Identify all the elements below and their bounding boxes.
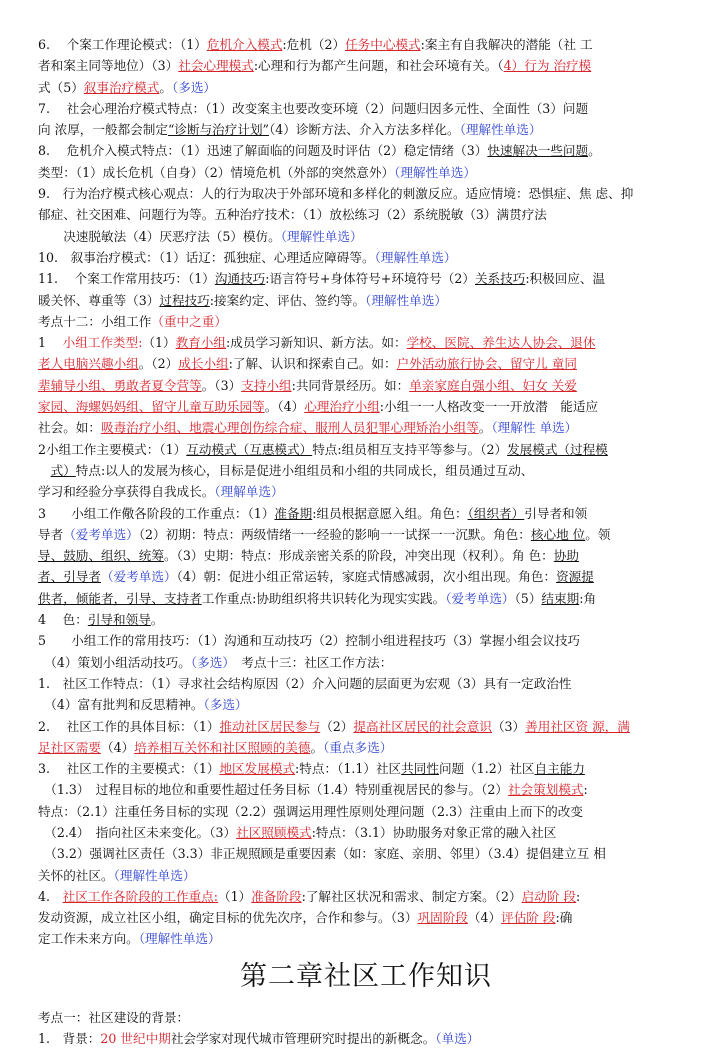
text-segment: 引导者和领: [524, 505, 588, 521]
question-type-tag: （理解性单选）: [374, 249, 457, 265]
text-line: [38, 524, 694, 545]
text-segment: :了解社区状况和需求、制定方案。（2）: [301, 888, 522, 904]
text-segment: （2.4） 指向社区未来变化。（3）: [38, 824, 237, 840]
highlight-text: 学校、医院、养生达人协会、退休: [406, 335, 596, 351]
text-line: [38, 311, 694, 332]
text-segment: 。（3）史期：特点：形成亲密关系的阶段，冲突出现（权利）。角 色：: [163, 548, 554, 564]
text-segment: :危机（2）: [282, 37, 346, 52]
text-line: [38, 652, 694, 673]
highlight-text: 准备阶段: [251, 888, 302, 904]
text-line: [38, 566, 694, 587]
text-segment: 向 浓厚，一般都会制定: [38, 122, 168, 138]
text-segment: （4）策划小组活动技巧。: [38, 654, 191, 670]
text-line: [38, 268, 694, 289]
text-segment: 特点：（2.1）注重任务目标的实现（2.2）强调运用理性原则处理问题（2.3）注重由上而下的改变: [38, 803, 583, 819]
text-line: [38, 716, 694, 737]
highlight-text: 者、引导者: [38, 569, 101, 585]
text-segment: 问题（1.2）社区: [438, 761, 535, 777]
text-line: [38, 55, 694, 76]
question-type-tag: （单选）: [435, 1031, 480, 1047]
highlight-text: 沟通技巧: [214, 271, 266, 287]
highlight-text: 培养相互关怀和社区照顾的美德: [134, 739, 311, 755]
highlight-text: 共同性: [401, 761, 439, 777]
text-segment: （3.2）强调社区责任（3.3）非正规照顾是重要因素（如：家庭、亲朋、邻里）（3.4）提倡建立互 相: [38, 846, 606, 862]
highlight-text: 社区照顾模式: [236, 824, 312, 840]
text-line: [38, 822, 694, 843]
highlight-text: 教育小组: [175, 335, 227, 351]
text-line: [38, 290, 694, 311]
text-line: [38, 694, 694, 715]
question-type-tag: （重点多选）: [323, 739, 393, 755]
highlight-text: （组织者）: [467, 505, 525, 521]
text-segment: 4 色：: [38, 612, 88, 628]
text-segment: 暖关怀、尊重等（3）: [38, 292, 160, 308]
text-line: [38, 886, 694, 907]
text-line: [38, 226, 694, 247]
question-type-tag: （理解性 单选）: [491, 420, 578, 436]
text-segment: 工作重点:协助组织将共识转化为现实实践。: [201, 590, 446, 606]
notes-body: [38, 0, 694, 950]
text-segment: 关怀的社区。: [38, 867, 114, 883]
highlight-text: 社会心理模式: [178, 58, 254, 74]
question-type-tag: （理解性单选）: [365, 292, 447, 308]
highlight-text: 4）行为 治疗模: [503, 58, 592, 74]
text-segment: 8. 危机介入模式特点：（1）迅速了解面临的问题及时评估（2）稳定情绪（3）: [38, 143, 488, 159]
text-segment: 社会。如：: [38, 420, 101, 436]
text-segment: :小组一一人格改变一一开放潜 能适应: [379, 399, 599, 415]
text-segment: 。: [150, 612, 164, 628]
text-segment: :案主有自我解决的潜能（社 工: [420, 37, 593, 52]
text-segment: 2. 社区工作的具体目标：（1）: [38, 718, 220, 734]
text-segment: 特点:以人的发展为核心，目标是促进小组组员和小组的共同成长，组员通过互动、: [75, 462, 534, 478]
text-segment: 4.: [38, 888, 63, 904]
text-segment: 6. 个案工作理论模式：（1）: [38, 37, 207, 52]
highlight-text: 社区工作各阶段的工作重点:: [62, 888, 218, 904]
highlight-text: 启动阶 段: [521, 888, 577, 904]
text-segment: [38, 463, 51, 478]
highlight-text: 危机介入模式: [206, 37, 283, 52]
text-segment: （1）: [218, 888, 252, 904]
text-segment: （3）: [491, 718, 526, 734]
text-line: [38, 481, 694, 502]
highlight-text: 小组工作类型:: [62, 335, 143, 351]
highlight-text: 20 世纪中期: [100, 1031, 171, 1047]
text-segment: 考点十二：小组工作: [38, 313, 152, 329]
text-segment: 5 小组工作的常用技巧：（1）沟通和互动技巧（2）控制小组进程技巧（3）掌握小组会议技巧: [38, 633, 581, 649]
highlight-text: 协助: [553, 548, 579, 564]
highlight-text: 单亲家庭自强小组、妇女 关爱: [409, 377, 577, 393]
highlight-text: 善用社区资 源，满: [525, 718, 630, 734]
highlight-text: 过程技巧: [159, 292, 210, 308]
question-type-tag: （理解单选）: [214, 484, 284, 500]
text-line: [38, 247, 694, 268]
text-segment: 3. 社区工作的主要模式：（1）: [38, 761, 220, 777]
question-type-tag: （多选）: [190, 654, 229, 670]
chapter-title: 第二章社区工作知识: [240, 960, 492, 992]
highlight-text: 导、鼓励、组织、统筹: [38, 548, 164, 564]
highlight-text: 提高社区居民的社会意识: [353, 718, 492, 734]
text-segment: 式（5）: [38, 79, 84, 95]
text-line: [38, 140, 694, 161]
text-segment: 。领: [585, 526, 611, 542]
question-type-tag: （理解性单选）: [280, 228, 363, 244]
text-segment: :: [583, 782, 588, 798]
text-segment: 特点:组员相互支持平等参与。（2）: [312, 441, 508, 457]
text-segment: :共同背景经历。如：: [291, 377, 410, 393]
text-segment: :角: [579, 590, 597, 606]
highlight-text: 足社区需要: [38, 739, 101, 755]
text-line: [38, 545, 694, 566]
highlight-text: 家园、海螺妈妈组、留守儿童互助乐园等: [38, 399, 265, 415]
text-segment: 者和案主同等地位）（3）: [38, 58, 179, 74]
text-segment: 类型：（1）成长危机（自身）（2）情境危机（外部的突然意外）: [38, 164, 395, 180]
text-line: [38, 758, 694, 779]
text-line: [38, 673, 694, 694]
text-segment: 导者: [38, 526, 64, 542]
text-line: [38, 630, 694, 651]
text-segment: :心理和行为都产生问题，和社会环境有关。（: [253, 58, 504, 74]
text-segment: :了解、认识和探索自己。如：: [228, 356, 397, 372]
text-segment: 小组工作主要模式：（1）: [46, 441, 187, 457]
text-line: [38, 460, 694, 481]
text-line: [38, 865, 694, 886]
text-segment: 3 小组工作儆各阶段的工作重点：（1）: [38, 505, 275, 521]
text-segment: :特点：（1.1）社区: [295, 761, 402, 777]
highlight-text: 快速解决一些问题: [487, 143, 589, 159]
text-line: [38, 417, 694, 438]
highlight-text: 核心地 位: [530, 526, 586, 542]
question-type-tag: （理解性单选）: [138, 931, 221, 947]
text-segment: 郁症、社交困难、问题行为等。五种治疗技术：（1）放松练习（2）系统脱敏（3）满贯疗法: [38, 207, 547, 223]
text-segment: :语言符号+身体符号+环境符号（2）: [265, 271, 475, 287]
text-segment: 考点十三：社区工作方法：: [228, 654, 393, 670]
text-segment: 。: [310, 739, 324, 755]
highlight-text: 成长小组: [178, 356, 229, 372]
text-segment: （5）: [514, 590, 542, 606]
highlight-text: 吸毒治疗小组、地震心理创伤综合症、服刑人员犯罪心理矫治小组等: [100, 420, 479, 436]
text-segment: :组员根据意愿入组。角色：: [312, 505, 468, 521]
text-line: [38, 843, 694, 864]
text-segment: （4）: [467, 910, 502, 926]
text-line: [38, 779, 694, 800]
text-line: [38, 77, 694, 98]
text-line: [38, 353, 694, 374]
text-segment: 2: [38, 441, 47, 457]
text-line: [38, 204, 694, 225]
chapter-intro: [38, 999, 694, 1049]
highlight-text: 供者，倾能者，引导、支持者: [38, 590, 202, 606]
highlight-text: 式）: [50, 462, 76, 478]
text-line: [38, 34, 694, 55]
highlight-text: 任务中心模式: [345, 37, 421, 52]
text-segment: :特点：（3.1）协助服务对象正常的融入社区: [311, 824, 557, 840]
highlight-text: 发展模式（过程模: [507, 441, 608, 457]
question-type-tag: （理解性单选）: [113, 867, 196, 883]
text-segment: :确: [555, 910, 573, 926]
text-line: [38, 737, 694, 758]
text-segment: :接案约定、评估、签约等。: [209, 292, 366, 308]
question-type-tag: （爱考单选）: [100, 569, 177, 585]
text-segment: （4）: [100, 739, 135, 755]
highlight-text: 结束期: [541, 590, 580, 606]
text-segment: :积极回应、温: [525, 271, 606, 287]
text-line: [38, 1028, 694, 1049]
highlight-text: 准备期: [274, 505, 313, 521]
text-line: [38, 375, 694, 396]
text-segment: 10. 叙事治疗模式：（1）话辽：孤独症、心理适应障碍等。: [38, 249, 375, 265]
text-segment: 社会学家对现代城市管理研究时提出的新概念。: [170, 1031, 436, 1047]
highlight-text: （重中之重）: [151, 313, 227, 329]
highlight-text: 社会策划模式: [507, 782, 584, 798]
question-type-tag: （爱考单选）: [445, 590, 515, 606]
text-segment: （4）朝：促进小组正常运转，家庭式情感减弱，次小组出现。角色：: [176, 569, 557, 585]
text-segment: 定工作未来方向。: [38, 931, 139, 947]
text-segment: 1. 社区工作特点：（1）寻求社会结构原因（2）介入问题的层面更为宏观（3）具有一定政治性: [38, 675, 572, 691]
highlight-text: 评估阶 段: [501, 910, 556, 926]
text-line: [38, 907, 694, 928]
text-segment: :: [576, 888, 581, 904]
highlight-text: 老人电脑兴趣小组: [38, 356, 139, 372]
highlight-text: 资源提: [556, 569, 594, 585]
question-type-tag: （多选）: [203, 697, 248, 713]
text-segment: 。（4）: [264, 399, 305, 415]
text-segment: 。: [159, 79, 172, 95]
text-segment: 决速脱敏法（4）厌恶疗法（5）模仿。: [38, 228, 281, 244]
text-line: [38, 98, 694, 119]
text-line: [38, 183, 694, 204]
highlight-text: 关系技巧: [474, 271, 526, 287]
highlight-text: 户外活动旅行协会、留守儿 童同: [396, 356, 577, 372]
text-segment: 7. 社会心理治疗模式特点：（1）改变案主也要改变环境（2）问题归因多元性、全面性（3）问题: [38, 100, 589, 116]
highlight-text: 推动社区居民参与: [219, 718, 321, 734]
text-segment: （1）: [142, 335, 176, 351]
text-segment: （4）诊断方法、介入方法多样化。: [269, 122, 460, 138]
text-segment: （2）初期：特点：两级情绪一一经验的影响一一试探一一沉默。角色：: [138, 526, 531, 542]
text-segment: 1: [38, 335, 63, 351]
question-type-tag: （理解性单选）: [394, 164, 476, 180]
text-segment: （2）: [320, 718, 354, 734]
text-segment: 。: [588, 143, 601, 159]
highlight-text: 叙事治疗模式: [83, 79, 160, 95]
highlight-text: 辈辅导小组、勇敢者夏令营等: [38, 377, 202, 393]
highlight-text: 互动模式（互惠模式）: [186, 441, 313, 457]
text-line: [38, 162, 694, 183]
text-line: [38, 332, 694, 353]
question-type-tag: （多选）: [171, 79, 217, 95]
text-line: [38, 119, 694, 140]
highlight-text: 支持小组: [241, 377, 292, 393]
text-line: [38, 1007, 694, 1028]
text-segment: 发动资源，成立社区小组，确定目标的优先次序，合作和参与。（3）: [38, 910, 418, 926]
question-type-tag: （爱考单选）: [63, 526, 139, 542]
highlight-text: 地区发展模式: [219, 761, 296, 777]
text-segment: 9. 行为治疗模式核心观点：人的行为取决于外部环境和多样化的刺激反应。适应情境：恐惧症、焦 虑、抑: [38, 186, 634, 202]
highlight-text: 引导和领导: [87, 612, 151, 628]
question-type-tag: （理解性单选）: [459, 122, 542, 138]
text-line: [38, 928, 694, 949]
text-line: [38, 609, 694, 630]
text-segment: 考点一：社区建设的背景：: [38, 1009, 190, 1025]
text-segment: 1. 背景：: [38, 1031, 101, 1047]
text-line: [38, 588, 694, 609]
text-line: [38, 439, 694, 460]
text-segment: 。: [478, 420, 492, 436]
text-segment: 。（3）: [201, 377, 242, 393]
text-line: [38, 503, 694, 524]
highlight-text: 心理治疗小组: [304, 399, 380, 415]
text-segment: :成员学习新知识、新方法。如：: [226, 335, 407, 351]
text-segment: （4）富有批判和反思精神。: [38, 697, 204, 713]
text-line: [38, 801, 694, 822]
highlight-text: “诊断与治疗计划”: [167, 122, 269, 138]
text-segment: 。（2）: [138, 356, 179, 372]
text-segment: 学习和经验分享获得自我成长。: [38, 484, 215, 500]
text-line: [38, 396, 694, 417]
text-segment: （1.3） 过程目标的地位和重要性超过任务目标（1.4）特别重视居民的参与。（2）: [38, 782, 508, 798]
text-segment: 11. 个案工作常用技巧：（1）: [38, 271, 215, 287]
highlight-text: 自主能力: [534, 761, 585, 777]
highlight-text: 巩固阶段: [417, 910, 468, 926]
